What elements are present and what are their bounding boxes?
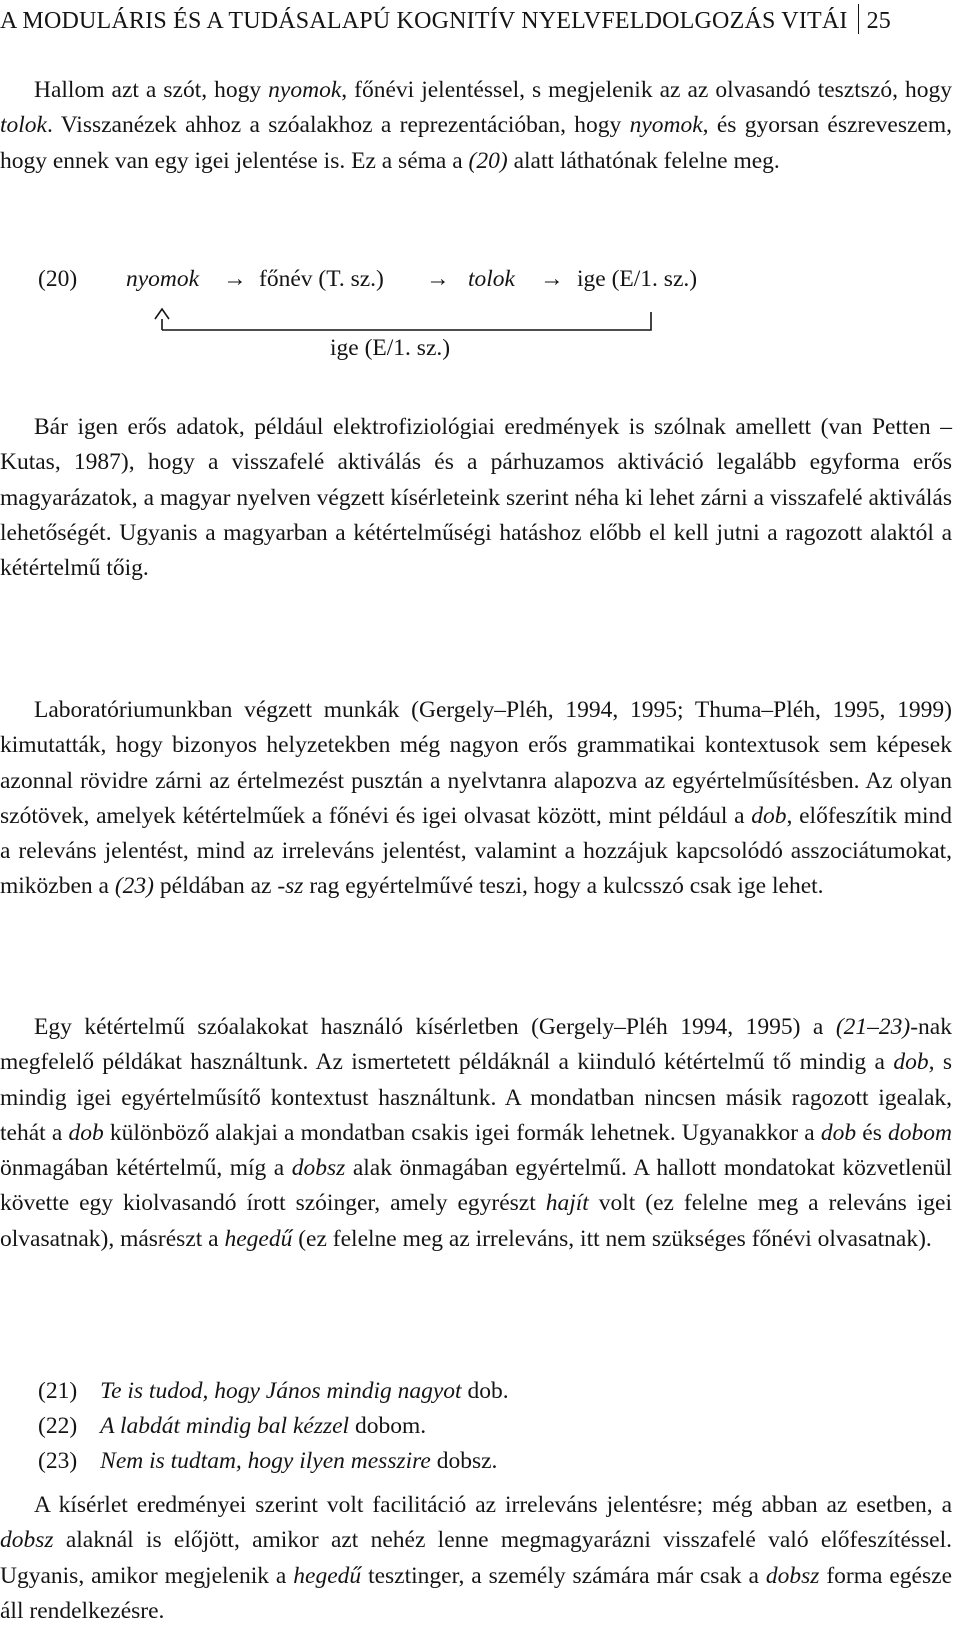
page-number: 25 [866, 8, 892, 34]
example-target: dob. [461, 1378, 509, 1404]
italic-term: tolok [0, 112, 47, 139]
italic-term: (21–23) [835, 1014, 911, 1040]
italic-term: dob [751, 802, 787, 829]
arrow-icon: → [426, 266, 450, 292]
example-number: (22) [38, 1413, 78, 1439]
italic-term: hajít [545, 1190, 589, 1217]
intro-paragraph: Hallom azt a szót, hogy nyomok, főnévi jelentéssel, s megjelenik az az olvasandó tesztszó, hogy tolok. Visszanézek ahhoz a szóalakhoz a reprezentációban, hogy nyomok, és gyorsan észreveszem, hogy ennek van egy igei jelentése is. Ez a séma a (20) alatt láthatónak felelne meg. [0, 77, 952, 174]
italic-term: dobsz [765, 1562, 820, 1589]
example-gloss: ige (E/1. sz.) [330, 335, 451, 361]
back-arrow-icon [0, 0, 960, 400]
body-paragraph: Laboratóriumunkban végzett munkák (Gergely–Pléh, 1994, 1995; Thuma–Pléh, 1995, 1999) kimutatták, hogy bizonyos helyzetekben még nagyon erős grammatikai kontextusok sem képesek azonnal rövidre zárni az értelmezést pusztán a nyelvtanra alapozva az egyértelműsítésben. Az olyan szótövek, amelyek kétértelműek a főnévi és igei olvasat között, mint például a dob, előfeszítik mind a releváns jelentést, mind az irreleváns jelentést, valamint a hozzájuk kapcsolódó asszociátumokat, miközben a (23) példában az -sz rag egyértelművé teszi, hogy a kulcsszó csak ige lehet. [0, 697, 953, 900]
example-sentence: Te is tudod, hogy János mindig nagyot [100, 1378, 462, 1404]
example-item [38, 1413, 426, 1440]
italic-term: dobom [888, 1119, 953, 1146]
italic-term: (20) [468, 147, 508, 174]
example-item [38, 1378, 509, 1405]
example-sentence: Nem is tudtam, hogy ilyen messzire [100, 1448, 431, 1474]
example-item [38, 1448, 497, 1475]
italic-term: -sz [277, 873, 304, 900]
italic-term: dobsz [0, 1527, 54, 1554]
arrow-icon: → [540, 266, 564, 292]
italic-term: hegedű [224, 1225, 293, 1252]
example-number: (23) [38, 1448, 78, 1474]
example-number: (20) [38, 266, 78, 292]
italic-term: dob [820, 1119, 857, 1146]
example-word: nyomok [126, 266, 200, 292]
body-paragraph: Bár igen erős adatok, például elektrofiziológiai eredmények is szólnak amellett (van Petten – Kutas, 1987), hogy a visszafelé aktiválás és a párhuzamos aktiváció legalább egyforma erős magyarázatok, a magyar nyelven végzett kísérleteink szerint néha ki lehet zárni a visszafelé aktiválás lehetőségét. Ugyanis a magyarban a kétértelműségi hatáshoz előbb el kell jutni a ragozott alaktól a kétértelmű tőig. [0, 414, 952, 582]
example-word: tolok [468, 266, 515, 292]
italic-term: (23) [114, 873, 155, 900]
example-target: dobom. [349, 1413, 427, 1439]
example-target: dobsz. [430, 1448, 498, 1474]
running-title: A MODULÁRIS ÉS A TUDÁSALAPÚ KOGNITÍV NYELVFELDOLGOZÁS VITÁI [0, 8, 848, 34]
italic-term: nyomok [629, 112, 703, 139]
example-gloss: főnév (T. sz.) [259, 266, 384, 292]
italic-term: dobsz [291, 1155, 346, 1182]
example-sentence: A labdát mindig bal kézzel [100, 1413, 350, 1439]
italic-term: hegedű [293, 1562, 362, 1589]
example-number: (21) [38, 1378, 78, 1404]
final-paragraph: A kísérlet eredményei szerint volt facilitáció az irreleváns jelentésre; még abban az esetben, a dobsz alaknál is előjött, amikor azt nehéz lenne megmagyarázni visszafelé való előfeszítéssel. Ugyanis, amikor megjelenik a hegedű tesztinger, a személy számára már csak a dobsz forma egésze áll rendelkezésre. [0, 1492, 952, 1624]
arrow-icon: → [223, 266, 247, 292]
example-gloss: ige (E/1. sz.) [577, 266, 698, 292]
italic-term: nyomok [268, 77, 342, 103]
italic-term: dob, [893, 1049, 935, 1076]
body-paragraph: Egy kétértelmű szóalakokat használó kísérletben (Gergely–Pléh 1994, 1995) a (21–23)-nak megfelelő példákat használtunk. Az ismertetett példáknál a kiinduló kétértelmű tő mindig a dob, s mindig igei egyértelműsítő kontextust használtunk. A mondatban nincsen másik ragozott igealak, tehát a dob különböző alakjai a mondatban csakis igei formák lehetnek. Ugyanakkor a dob és dobom önmagában kétértelmű, míg a dobsz alak önmagában egyértelmű. A hallott mondatokat közvetlenül követte egy kiolvasandó írott szóinger, amely egyrészt hajít volt (ez felelne meg a releváns igei olvasatnak), másrészt a hegedű (ez felelne meg az irreleváns, itt nem szükséges főnévi olvasatnak). [0, 1014, 953, 1252]
italic-term: dob [68, 1119, 104, 1146]
